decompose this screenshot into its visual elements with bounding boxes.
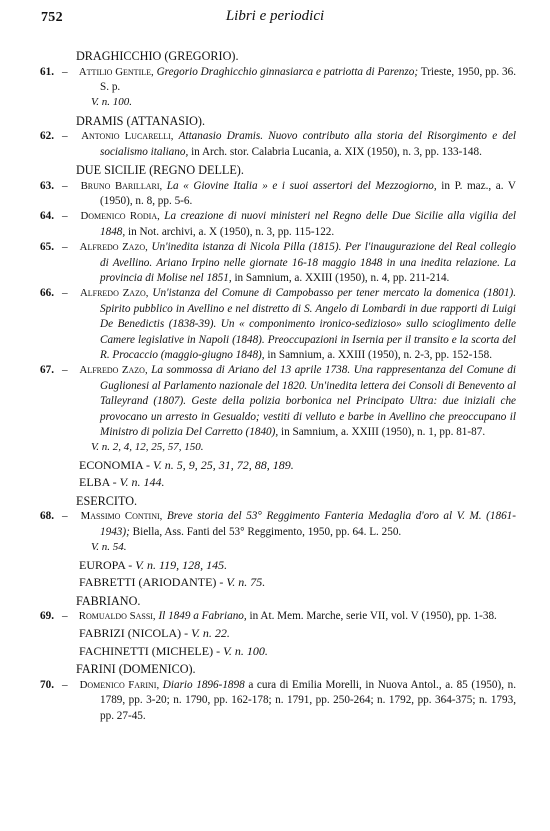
subject-label: FACHINETTI (MICHELE) - [79,643,221,658]
entry-author: Domenico Farini, [79,678,160,691]
reference-numbers: V. n. 119, 128, 145. [135,557,228,572]
bibliography-entry [40,209,516,240]
subject-heading: DRAGHICCHIO (GREGORIO). [76,49,239,63]
entry-number: 69. [40,610,54,623]
bibliography-entry [40,286,516,363]
bibliography-entry [40,509,516,540]
subject-cross-reference [79,474,516,491]
subject-label: EUROPA - [79,557,133,572]
cross-reference: V. n. 100. [91,96,133,109]
bibliography-entry [40,129,516,160]
subject-cross-reference [79,574,516,591]
entry-dash: – [62,364,68,377]
entry-publication: a cura di Emilia Morelli, in Nuova Antol., a. 85 (1950), n. 1789, pp. 3-20; n. 1790, pp. 162-178; n. 1791, pp. 250-264; n. 1792, pp. 364-375; n. 1793, pp. 27-45. [100,678,516,722]
cross-reference: V. n. 54. [91,541,127,554]
entry-title: La « Giovine Italia » e i suoi assertori del Mezzogiorno, [166,179,437,192]
page-number: 752 [41,10,63,25]
subject-cross-reference [79,643,516,660]
bibliography-entry [40,240,516,286]
entry-number: 63. [40,179,54,192]
bibliography-entry [40,179,516,210]
entry-number: 68. [40,510,54,523]
reference-numbers: V. n. 100. [223,643,268,658]
entry-author: Domenico Rodia, [80,210,160,223]
subject-heading: ESERCITO. [76,493,138,508]
entry-title: Attanasio Dramis. Nuovo contributo alla storia del Risorgimento e del socialismo italiano, [100,130,517,158]
subject-label: FABRIZI (NICOLA) - [79,626,189,641]
running-head: Libri e periodici [225,8,325,24]
entry-number: 61. [40,65,54,78]
entry-dash: – [62,287,68,300]
entry-title: Breve storia del 53° Reggimento Fanteria Medaglia d'oro al V. M. (1861-1943); [100,510,517,538]
entry-author: Alfredo Zazo, [79,241,148,254]
subject-label: ECONOMIA - [79,457,150,472]
entry-number: 62. [40,130,54,143]
entry-number: 65. [40,241,54,254]
entry-number: 66. [40,287,54,300]
entry-title: La creazione di nuovi ministeri nel Regno delle Due Sicilie alla vigilia del 1848, [100,210,517,238]
entry-author: Romualdo Sassi, [78,610,156,623]
entry-dash: – [62,678,68,691]
subject-cross-reference [79,457,516,474]
entry-publication: in Samnium, a. XXIII (1950), n. 4, pp. 211-214. [234,271,450,284]
entry-publication: in Arch. stor. Calabria Lucania, a. XIX (1950), n. 3, pp. 133-148. [191,145,482,158]
subject-heading: FARINI (DOMENICO). [76,662,196,677]
entry-title: Gregorio Draghicchio ginnasiarca e patriotta di Parenzo; [156,65,419,78]
entry-title: Il 1849 a Fabriano, [158,610,247,623]
entry-title: Un'istanza del Comune di Campobasso per tener mercato la domenica (1801). Spirito pubblico in Avellino e nel distretto di S. Angelo di Lombardi in due rapporti di Luigi De Benedictis (1838-39). Un « componimento ironico-sedizioso» sullo scioglimento delle Camere legislative in Napoli (1848). Preoccupazioni in Isernia per il transito e la scorta del R. Procaccio (maggio-giugno 1848), [100,287,517,361]
entry-dash: – [62,130,68,143]
bibliography-list [40,46,516,724]
bibliography-entry [40,363,516,440]
bibliography-entry [40,678,516,724]
entry-author: Bruno Barillari, [80,179,163,192]
entry-author: Alfredo Zazo, [79,364,148,377]
entry-publication: in Samnium, a. XXIII (1950), n. 2-3, pp. 152-158. [267,349,493,361]
subject-cross-reference [79,557,516,574]
reference-numbers: V. n. 5, 9, 25, 31, 72, 88, 189. [153,457,294,472]
entry-publication: in P. maz., a. V (1950), n. 8, pp. 5-6. [100,179,516,207]
entry-dash: – [62,210,68,223]
entry-title: Diario 1896-1898 [162,678,245,691]
reference-numbers: V. n. 22. [191,626,230,641]
entry-number: 70. [40,678,54,691]
entry-publication: in At. Mem. Marche, serie VII, vol. V (1950), pp. 1-38. [249,610,497,623]
subject-label: FABRETTI (ARIODANTE) - [79,575,224,590]
entry-number: 64. [40,210,54,223]
entry-publication: in Not. archivi, a. X (1950), n. 3, pp. 115-122. [127,225,335,238]
subject-cross-reference [79,625,516,642]
entry-dash: – [62,510,68,523]
subject-heading: DRAMIS (ATTANASIO). [76,113,206,128]
subject-label: ELBA - [79,475,117,490]
entry-author: Antonio Lucarelli, [81,130,174,143]
entry-publication: Biella, Ass. Fanti del 53° Reggimento, 1950, pp. 64. L. 250. [132,525,402,538]
entry-title: La sommossa di Ariano del 13 aprile 1738. Una rappresentanza del Comune di Guglionesi al Parlamento nazionale del 1820. Un'inedita lettera dei Consoli di Benevento al Talleyrand (1807). Geste della polizia borbonica nel Principato Ultra: due iniziali che provocano un arresto in Gesualdo; vestiti di velluto e barbe in Avellino che preoccupano il Ministro di polizia Del Carretto (1840), [100,364,516,439]
entry-dash: – [62,179,68,192]
entry-author: Alfredo Zazo, [79,287,149,300]
reference-numbers: V. n. 144. [119,475,165,490]
entry-publication: Trieste, 1950, pp. 36. S. p. [100,65,516,93]
entry-dash: – [62,241,68,254]
entry-author: Massimo Contini, [80,510,163,523]
entry-author: Attilio Gentile, [78,65,154,78]
entry-dash: – [62,65,68,78]
subject-heading: FABRIANO. [76,593,141,608]
entry-number: 67. [40,364,54,377]
bibliography-entry [40,609,516,624]
cross-reference: V. n. 2, 4, 12, 25, 57, 150. [91,441,204,454]
entry-publication: in Samnium, a. XXIII (1950), n. 1, pp. 81-87. [280,426,486,439]
bibliography-entry [40,65,516,96]
entry-title: Un'inedita istanza di Nicola Pilla (1815). Per l'inaugurazione del Real collegio di Avellino. Ariano Irpino nelle giornate 16-18 maggio 1848 in una inedita relazione. La provincia di Molise nel 1851, [100,241,517,284]
entry-dash: – [62,610,68,623]
reference-numbers: V. n. 75. [226,575,266,590]
subject-heading: DUE SICILIE (REGNO DELLE). [76,163,244,178]
